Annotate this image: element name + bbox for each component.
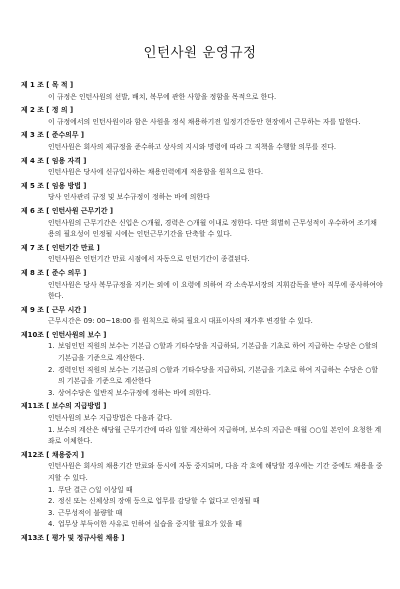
article-10 xyxy=(21,330,383,400)
list-item-number: 4. xyxy=(48,520,55,529)
article-paragraph: 이 규정에서의 인턴사원이라 함은 사원을 정식 채용하기전 일정기간동안 현장에서 근무하는 자를 말한다. xyxy=(48,117,361,126)
article-heading: 제 1 조 [ 목 적 ] xyxy=(21,81,74,89)
list-item xyxy=(21,485,383,497)
article-paragraph: 인턴사원의 근무기간은 신입은 ○개월, 경력은 ○개월 이내로 정한다. 다만 회별히 근무성적이 우수하여 조기채용의 필요성이 인정될 시에는 인턴근무기간을 단축할 수 있다. xyxy=(48,218,377,239)
document-body xyxy=(21,80,383,547)
list-item-number: 1. xyxy=(48,485,55,494)
article-paragraph: 1. 보수의 계산은 해당월 근무기간에 따라 일할 계산하여 지급하며, 보수의 지급은 매월 ○○일 본인이 요청한 계좌로 이체한다. xyxy=(48,425,382,446)
document-title: 인턴사원 운영규정 xyxy=(143,45,257,61)
article-paragraph: 근무시간은 09: 00~18:00 를 원칙으로 하되 필요시 대표이사의 재가후 변경할 수 있다. xyxy=(48,317,313,326)
list-item-number: 2. xyxy=(48,497,55,506)
list-item-text: 근무성적이 불량할 때 xyxy=(58,508,123,517)
list-item xyxy=(21,388,383,400)
list-item xyxy=(21,496,383,508)
article-2 xyxy=(21,105,383,128)
article-8 xyxy=(21,268,383,303)
list-item-text: 무단 결근 ○일 이상일 때 xyxy=(58,485,133,494)
article-paragraph: 인턴사원은 당사에 신규입사하는 채용인력에게 적용함을 원칙으로 한다. xyxy=(48,168,264,177)
article-paragraph: 인턴사원의 보수 지급방법은 다음과 같다. xyxy=(48,414,173,423)
list-item-number: 1. xyxy=(48,342,55,351)
article-heading: 제11조 [ 보수의 지급방법 ] xyxy=(21,402,107,411)
article-6 xyxy=(21,206,383,241)
list-item-number: 3. xyxy=(48,388,55,397)
article-5 xyxy=(21,181,383,204)
list-item xyxy=(21,508,383,520)
list-item-text: 상여수당은 일반직 보수규정에 정하는 바에 의한다. xyxy=(58,388,211,397)
article-heading: 제 8 조 [ 준수 의무 ] xyxy=(21,268,87,277)
article-paragraph: 인턴사원은 회사의 제규정을 준수하고 상사의 지시와 명령에 따라 그 직책을 수행할 의무를 진다. xyxy=(48,142,337,151)
article-heading: 제12조 [ 채용중지 ] xyxy=(21,450,85,459)
article-paragraph: 당사 인사관리 규정 및 보수규정이 정하는 바에 의한다 xyxy=(48,193,210,202)
list-item xyxy=(21,365,383,388)
list-item xyxy=(21,519,383,531)
article-heading: 제 2 조 [ 정 의 ] xyxy=(21,106,74,115)
article-heading: 제 3 조 [ 준수의무 ] xyxy=(21,131,85,140)
article-paragraph: 인턴사원은 회사의 채용기간 만료와 동시에 자동 중지되며, 다음 각 호에 해당할 경우에는 기간 중에도 채용을 중지할 수 있다. xyxy=(48,462,383,482)
article-heading: 제 7 조 [ 인턴기간 만료 ] xyxy=(21,243,100,252)
list-item-text: 업무상 부득이한 사유로 인하여 실습을 중지할 필요가 있을 때 xyxy=(58,520,242,529)
article-12 xyxy=(21,450,383,531)
article-3 xyxy=(21,130,383,153)
article-4 xyxy=(21,156,383,179)
article-11 xyxy=(21,401,383,447)
list-item-number: 3. xyxy=(48,508,55,517)
list-item-text: 정신 또는 신체상의 장애 등으로 업무를 감당할 수 없다고 인정될 때 xyxy=(58,497,260,506)
article-heading: 제 5 조 [ 임용 방법 ] xyxy=(21,181,87,190)
list-item xyxy=(21,341,383,364)
article-paragraph: 인턴사원은 당사 복무규정을 지키는 외에 이 요령에 의하여 각 소속부서장의 지휘감독을 받아 직무에 종사하여야 한다. xyxy=(48,280,383,301)
list-item-number: 2. xyxy=(48,365,55,374)
article-heading: 제 4 조 [ 임용 자격 ] xyxy=(21,156,87,165)
article-7 xyxy=(21,243,383,266)
article-heading: 제13조 [ 평가 및 정규사원 채용 ] xyxy=(21,533,125,542)
list-item-text: 보임인턴 직원의 보수는 기본급 ○할과 기타수당을 지급하되, 기본급을 기초로 하여 지급하는 수당은 ○할의 기본급을 기준으로 계산한다. xyxy=(58,342,379,363)
article-paragraph: 이 규정은 인턴사원의 선발, 배치, 복무에 관한 사항을 정함을 목적으로 한다. xyxy=(48,92,277,101)
list-item-text: 경력인턴 직원의 보수는 기본급의 ○할과 기타수당을 지급하되, 기본급을 기초로 하여 지급하는 수당은 ○할의 기본급을 기준으로 계산한다 xyxy=(58,365,379,386)
article-paragraph: 인턴사원은 인턴기간 만료 시점에서 자동으로 인턴기간이 종결된다. xyxy=(48,255,250,264)
article-9 xyxy=(21,305,383,328)
article-heading: 제10조 [ 인턴사원의 보수 ] xyxy=(21,330,107,339)
article-heading: 제 9 조 [ 근무 시간 ] xyxy=(21,305,87,314)
article-1 xyxy=(21,80,383,103)
article-13 xyxy=(21,533,383,545)
article-heading: 제 6 조 [ 인턴사원 근무기간 ] xyxy=(21,206,114,215)
